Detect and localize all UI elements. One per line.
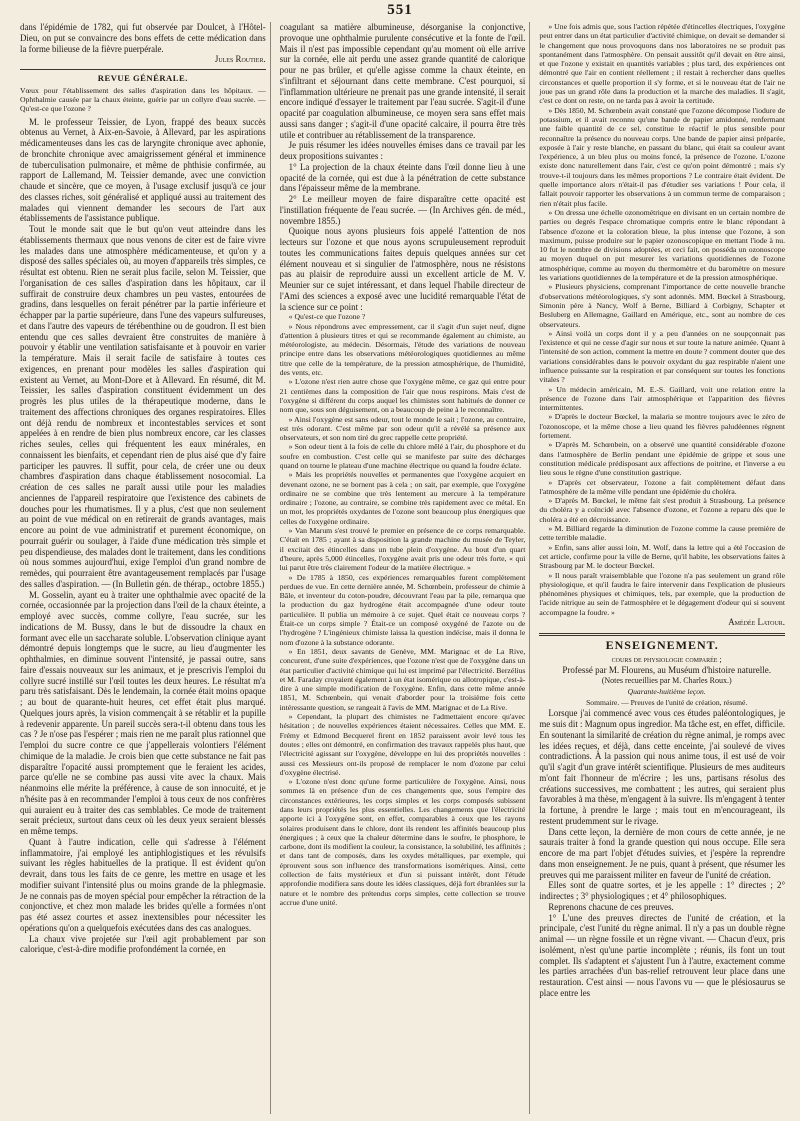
quote-paragraph: « Qu'est-ce que l'ozone ?: [288, 312, 366, 322]
section-title-enseignement: ENSEIGNEMENT.: [605, 637, 719, 652]
paragraph: Elles sont de quatre sortes, et je les appelle : 1° directes ; 2° indirectes ; 3° physiologiques ; et 4° philosophiques.: [539, 880, 786, 901]
course-title: cours de physiologie comparée ;: [611, 654, 722, 664]
quote-paragraph: » Une fois admis que, sous l'action répétée d'étincelles électriques, l'oxygène peut entrer dans un état particulier d'activité chimique, on devait se demander si le changement que nous provoquons dans nos laboratoires ne se produit pas spontanément dans l'atmosphère. On pensait aussitôt qu'il devait en être ainsi, et que l'ozone y existait en quantités variables ; plus tard, des expériences ont démontré que l'air en contient réellement ; il restait à rechercher dans quelles circonstances et quelle proportion il s'y forme, et si le nouveau état de l'air ne joue pas un grand rôle dans la production et la marche des maladies. Il s'agit, c'est ce dont on reste, on ne tarda pas à avoir la certitude.: [539, 22, 786, 106]
quote-paragraph: » On dressa une échelle ozonométrique en divisant en un certain nombre de parties ou degrés l'espace chromatique compris entre le blanc répondant à l'absence d'ozone et la coloration bleue, la plus intense que l'ozone, à son maximum, puisse produire sur le papier ozonoscopique en mettant l'iode à nu. 10 fut le nombre de divisions adoptées, et ceci fait, on posséda un ozonoscope au moyen duquel on put mesurer les variations quotidiennes de l'ozone atmosphérique, comme au moyen du thermomètre et du baromètre on mesure les variations quotidiennes de la température et de la pression atmosphérique.: [539, 207, 786, 283]
paragraph: Tout le monde sait que le but qu'on veut atteindre dans les établissements thermaux que nous venons de citer est de faire vivre les malades dans une atmosphère médicamenteuse, et qu'on y a disposé des salles spéciales où, au moyen d'appareils très simples, ce résultat est obtenu. Rien ne serait plus facile, selon M. Teissier, que l'organisation de ces salles d'aspiration dans les hôpitaux, car il suffirait de construire deux chambres un peu vastes, entourées de gradins, dans lesquelles on ferait pénétrer par la partie inférieure et échapper par la partie supérieure, dans l'une des vapeurs sulfureuses, et dans l'autre des vapeurs de térébenthine ou de goudron. Il est bien entendu que ces salles devraient être construites de manière à pouvoir y établir une ventilation satisfaisante et à pouvoir en varier la température. Mais il serait facile de satisfaire à toutes ces exigences, en prenant pour modèles les salles d'aspiration qui existent au Vernet, au Mont-Dore et à Allevard. En résumé, dit M. Teissier, les salles d'aspiration constituent évidemment un des progrès les plus utiles de la thérapeutique moderne, dans le traitement des affections chroniques des organes respiratoires. Elles ont déjà rendu de nombreux et incontestables services et sont appelées à en rendre de bien plus nombreux encore, car les classes riches seules, celles qui fréquentent les eaux minérales, en connaissent les bienfaits, et cependant rien de plus aisé que d'y faire participer les pauvres. Il suffit, pour cela, de créer une ou deux chambres d'aspiration dans chaque établissement nosocomial. La création de ces salles ne paraît aussi utile pour les maladies anciennes de l'appareil respiratoire que l'existence des cabinets de douches pour les rhumatismes. Il y a plus, c'est que non seulement au point de vue médical on en retirerait de grands avantages, mais encore au point de vue administratif et purement économique, on pourrait guérir ou soulager, à l'aide d'une médication très simple et peu dispendieuse, des malades dont le traitement, dans les conditions où nous sommes aujourd'hui, exige l'emploi d'un grand nombre de remèdes, qui pourraient être avantageusement remplacés par l'usage des salles d'aspiration. — (In Bulletin gén. de thérap., octobre 1855.): [20, 224, 266, 589]
ozone-quote-continued: [539, 22, 785, 617]
quote-paragraph: » L'ozone n'est rien autre chose que l'oxygène même, ce gaz qui entre pour 21 centièmes dans la composition de l'air que nous respirons. Mais c'est de l'oxygène si différent du corps auquel les chimistes sont habitués de donner ce nom que, sous son déguisement, on a beaucoup de peine à le reconnaître.: [279, 377, 526, 415]
quote-paragraph: » De 1785 à 1850, ces expériences remarquables furent complètement perdues de vue. En cette dernière année, M. Schœnbein, professeur de chimie à Bâle, et inventeur du coton-poudre, découvrant l'eau par la pile, remarqua que la production du gaz hydrogène était accompagnée d'une odeur toute particulière. Il publia un mémoire à ce sujet. Quel était ce nouveau corps ? Était-ce un corps simple ? Était-ce un composé oxygéné de l'azote ou de l'hydrogène ? L'ingénieux chimiste laissa la question indécise, mais il donna le nom d'ozone à la substance odorante.: [279, 572, 526, 647]
paragraph: M. le professeur Teissier, de Lyon, frappé des beaux succès obtenus au Vernet, à Aix-en-Savoie, à Allevard, par les aspirations médicamenteuses dans les cas de laryngite chronique avec aphonie, de bronchite chronique avec amaigrissement général et imminence de tuberculisation pulmonaire, et même de phthisie confirmée, au rapport de Lallemand, M. Teissier demande, avec une conviction chaude et sincère, que ce moyen, à l'usage exclusif jusqu'à ce jour des classes riches, soit généralisé et appliqué aussi au traitement des malades qui viennent demander les secours de l'art aux établissements de l'assistance publique.: [20, 116, 266, 224]
paragraph: 2° Le meilleur moyen de faire disparaître cette opacité est l'instillation fréquente de l'eau sucrée. — (In Archives gén. de méd., novembre 1855.): [279, 194, 526, 226]
quote-paragraph: » Nous répondrons avec empressement, car il s'agit d'un sujet neuf, digne d'attention à plusieurs titres et qui se recommande également au chimiste, au météorologiste, au médecin. Désormais, l'étude des variations de nouveau principe entre dans les observations météorologiques quotidiennes au même titre que celle de la température, de la pression atmosphérique, de l'humidité, des vents, etc.: [279, 321, 526, 378]
column-1: [20, 22, 271, 1114]
quote-paragraph: » D'après cet observateur, l'ozone a fait complètement défaut dans l'atmosphère de la même ville pendant une épidémie du choléra.: [539, 477, 786, 496]
column-2: [280, 22, 531, 1114]
intro-signature: Jules Routier.: [214, 54, 266, 65]
paragraph: 1° L'une des preuves directes de l'unité de création, et la principale, c'est l'unité du règne animal. Il n'y a pas un double règne animal — un règne fossile et un règne vivant. — Chacun d'eux, pris isolément, n'est qu'une partie incomplète ; réunis, ils font un tout complet. Ils s'adaptent et s'ajustent l'un à l'autre, exactement comme les parties arrachées d'un bas-relief retrouvent leur place dans une restauration. C'est ainsi — nous l'avons vu — que le plésiosaurus se place entre les: [539, 912, 786, 998]
quote-paragraph: » D'après M. Bœckel, le même fait s'est produit à Strasbourg. La présence du choléra y a coïncidé avec l'absence d'ozone, et l'ozone a reparu dès que le choléra a été en décroissance.: [539, 496, 786, 524]
quote-paragraph: » Enfin, sans aller aussi loin, M. Wolf, dans la lettre qui a été l'occasion de cet article, confirme pour la ville de Berne, qu'il habite, les observations faites à Strasbourg par M. le docteur Bœckel.: [539, 542, 786, 571]
paragraph: Lorsque j'ai commencé avec vous ces études paléontologiques, je me suis dit : Magnum opus ingredior. Ma tâche est, en effet, difficile. En soutenant la similarité de création du règne animal, je romps avec les idées reçues, et déjà, dans cette enceinte, j'ai soulevé de vives contradictions. À la passion qui nous anime tous, il est usé de voir qu'il s'agit d'un grave intérêt scientifique. Plusieurs de mes auditeurs m'ont fait l'honneur de m'écrire ; les uns, partisans résolus des créations successives, me combattent ; les autres, qui seraient plus favorables à ma thèse, m'engagent à la suivre. Ils m'engagent à tenter la fortune, à prendre le large ; mais tout en m'encourageant, ils restent prudemment sur le rivage.: [539, 708, 786, 826]
paragraph: Quant à l'autre indication, celle qui s'adresse à l'élément inflammatoire, j'ai employé les antiphlogistiques et les révulsifs suivant les règles habituelles de la pratique. Il est évident qu'on devrait, dans tous les faits de ce genre, les mettre en usage et les modifier suivant l'intensité plus ou moins grande de la phlegmasie. Je ne connais pas de moyen spécial pour empêcher la rétraction de la conjonctive, et chez mon malade les brides qu'elle a formées n'ont pas été assez courtes et assez inextensibles pour nécessiter les opérations qu'on a quelquefois exécutées dans des cas analogues.: [20, 836, 266, 933]
quote-paragraph: » D'après le docteur Bœckel, la malaria se montre toujours avec le zéro de l'ozonoscope, et la même chose a lieu quand les fièvres paludéennes règnent fortement.: [539, 412, 786, 441]
paragraph: 1° La projection de la chaux éteinte dans l'œil donne lieu à une opacité de la cornée, qui est due à la pénétration de cette substance dans l'épaisseur même de la membrane.: [279, 161, 526, 194]
quote-paragraph: » M. Billiard regarde la diminution de l'ozone comme la cause première de cette terrible maladie.: [539, 524, 786, 543]
quote-paragraph: » Il nous paraît vraisemblable que l'ozone n'a pas seulement un grand rôle physiologique, et qu'il faudra le faire intervenir dans l'explication de plusieurs phénomènes physiques et chimiques, tels, par exemple, que la production de l'acide nitrique au sein de l'atmosphère et le dégagement d'odeur qui si souvent accompagne la foudre. »: [539, 570, 786, 617]
paragraph: coagulant sa matière albumineuse, désorganise la conjonctive, provoque une ophthalmie purulente consécutive et la fonte de l'œil. Mais il n'est pas impossible cependant qu'au moment où elle arrive sur la cornée, elle ait perdu une assez grande quantité de calorique pour ne pas brûler, et qu'elle agisse comme la chaux éteinte, en s'infiltrant et séjournant dans cette membrane. C'est pourquoi, si l'inflammation ultérieure ne prenait pas une grande intensité, il serait encore indiqué d'essayer le traitement par l'eau sucrée. S'agit-il d'une opacité par coagulation albumineuse, ce moyen sera sans effet mais aussi sans danger ; s'agit-il d'une opacité calcaire, il pourra être très utile et contribuer au rétablissement de la transparence.: [279, 22, 526, 140]
quote-signature: Amédée Latour.: [728, 617, 786, 627]
paragraph: Dans cette leçon, la dernière de mon cours de cette année, je ne saurais traiter à fond la grande question qui nous occupe. Elle sera encore de ma part l'objet d'études suivies, et j'espère la reprendre dans mon enseignement. Je ne puis, quant à présent, que résumer les preuves qui me paraissent militer en faveur de l'unité de création.: [539, 826, 786, 880]
ozone-quote: [280, 312, 526, 907]
quote-paragraph: » Cependant, la plupart des chimistes ne l'admettaient encore qu'avec hésitation ; de nouvelles expériences étaient nécessaires. Celles que MM. E. Frémy et Edmond Becquerel firent en 1852 paraissent avoir levé tous les doutes ; elles ont démontré, en confirmation des travaux rappelés plus haut, que l'électricité agissant sur l'oxygène, développe en lui des propriétés nouvelles : aussi ces Messieurs ont-ils proposé de remplacer le nom d'ozone par celui d'oxygène électrisé.: [279, 712, 526, 777]
column-3: [539, 22, 785, 1114]
lesson-summary: Sommaire. — Preuves de l'unité de création, résumé.: [586, 697, 748, 707]
course-note: (Notes recueillies par M. Charles Roux.): [601, 676, 732, 685]
newspaper-columns: [20, 22, 785, 1114]
quote-paragraph: » Son odeur tient à la fois de celle du chlore mêlé à l'air, du phosphore et du soufre en combustion. C'est celle qui se manifeste par suite des décharges quand on tourne le plateau d'une machine électrique ou quand la foudre éclate.: [279, 442, 526, 470]
quote-paragraph: » D'après M. Schœnbein, on a observé une quantité considérable d'ozone dans l'atmosphère de Berlin pendant une épidémie de grippe et sous une constitution médicale prédisposant aux affections de poitrine, et l'inverse a eu lieu sous le règne d'une constitution gastrique.: [539, 440, 786, 478]
paragraph: Quoique nous ayons plusieurs fois appelé l'attention de nos lecteurs sur l'ozone et que nous ayons scrupuleusement reproduit toutes les communications faites depuis quelques années sur cet élément nouveau et si singulier de l'atmosphère, nous ne résistons pas au plaisir de reproduire aussi un excellent article de M. V. Meunier sur ce sujet intéressant, et dans lequel l'habile directeur de l'Ami des sciences a exposé avec une lucidité remarquable l'état de la science sur ce point :: [279, 226, 526, 312]
paragraph: Reprenons chacune de ces preuves.: [548, 901, 674, 912]
page-number: 551: [387, 2, 413, 18]
paragraph: M. Gosselin, ayant eu à traiter une ophthalmie avec opacité de la cornée, occasionnée par la projection dans l'œil de la chaux éteinte, a employé avec succès, comme collyre, l'eau sucrée, sur les indications de M. Bussy, dans le but de dissoudre la chaux en formant avec elle un saccharate soluble. L'observation clinique ayant démontré depuis longtemps que le sucre, au lieu d'augmenter les ophthalmies, en diminue souvent l'intensité, je passai outre, sans faire d'essais nouveaux sur les animaux, et je prescrivis l'emploi du collyre sucré instillé sur l'œil toutes les deux heures. Le résultat m'a paru très satisfaisant. Dès le lendemain, la cornée était moins opaque ; au bout de quarante-huit heures, cet effet était plus marqué. Quelques jours après, la vision commençait à se rétablir et la pupille à redevenir apparente. Un pareil succès sera-t-il obtenu dans tous les cas ? Je n'ose pas l'espérer ; mais rien ne me paraît plus rationnel que l'emploi du sucre contre ce que j'appellerais volontiers l'élément chimique de la maladie. Je crois bien que cette substance ne fait pas disparaître l'opacité aussi promptement que le feraient les acides, parce qu'elle ne se combine pas aussi vite avec la chaux. Mais néanmoins elle mérite la préférence, à cause de son innocuité, et je n'hésite pas à en recommander l'emploi à tous ceux de nos confrères qui auraient eu à traiter des cas semblables. Ce mode de traitement serait précieux, surtout dans ceux où les deux yeux seraient blessés en même temps.: [20, 589, 266, 837]
quote-paragraph: » Ainsi l'oxygène est sans odeur, tout le monde le sait ; l'ozone, au contraire, est très odorant. C'est même par son odeur qu'il a révélé sa présence aux observateurs, et son nom tiré du grec rappelle cette propriété.: [279, 414, 526, 443]
divider: [539, 633, 785, 636]
quote-paragraph: » L'ozone n'est donc qu'une forme particulière de l'oxygène. Ainsi, nous sommes là en présence d'un de ces changements que, sous l'empire des circonstances extérieures, les corps simples et les corps composés subissent dans leurs propriétés les plus essentielles. Les changements que l'électricité apporte ici à l'oxygène sont, en effet, comparables à ceux que les rayons solaires produisent dans le chlore, dont ils rendent les affinités beaucoup plus énergiques ; à ceux que la chaleur détermine dans le soufre, le phosphore, le carbone, dont ils modifient la couleur, la consistance, la solubilité, les affinités ; et dans tant de composés, dans les oxydes métalliques, par exemple, qui éprouvent sous son influence des transformations isomériques. Ainsi, cette collection de faits mystérieux et d'un si puissant intérêt, dont l'étude approfondie modifiera sans doute les idées classiques, déjà fort ébranlées sur la nature et le nombre des prétendus corps simples, cette collection se trouve accrue d'une unité.: [279, 777, 526, 907]
intro-paragraph: dans l'épidémie de 1782, qui fut observée par Doulcet, à l'Hôtel-Dieu, on put se convaincre des bons effets de cette médication dans la forme bilieuse de la fièvre puerpérale.: [20, 22, 266, 54]
quote-paragraph: » En 1851, deux savants de Genève, MM. Marignac et de La Rive, concurent, d'une suite d'expériences, que l'ozone n'est que de l'oxygène dans un état particulier d'activité chimique qui lui est imprimé par l'électricité. Berzélius et M. Faraday croyaient également à un état isomérique ou allotropique, c'est-à-dire à une simple modification de l'oxygène. Enfin, dans cette même année 1851, M. Schœnbein, qui venait d'aborder pour la troisième fois cette intéressante question, se rangeait à l'avis de MM. Marignac et de La Rive.: [279, 646, 526, 712]
course-professor: Professé par M. Flourens, au Muséum d'histoire naturelle.: [562, 665, 771, 676]
divider: [20, 69, 266, 70]
paragraph: La chaux vive projetée sur l'œil agit probablement par son calorique, c'est-à-dire modifie profondément la cornée, en: [20, 933, 266, 955]
quote-paragraph: » Un médecin américain, M. E.-S. Gaillard, voit une relation entre la présence de l'ozone dans l'air atmosphérique et l'apparition des fièvres intermittentes.: [539, 384, 786, 413]
quote-paragraph: » Mais les propriétés nouvelles et permanentes que l'oxygène acquiert en devenant ozone, ne se bornent pas à cela ; on sait, par exemple, que l'oxygène ordinaire ne se combine que très lentement au mercure à la température ordinaire ; l'ozone, au contraire, se combine très rapidement avec ce métal. En un mot, les propriétés oxydantes de l'ozone sont beaucoup plus énergiques que celles de l'oxygène ordinaire.: [279, 470, 526, 526]
lesson-number: Quarante-huitième leçon.: [627, 686, 706, 696]
section-summary: Vœux pour l'établissement des salles d'aspiration dans les hôpitaux. — Ophthalmie causée par la chaux éteinte, guérie par un collyre d'eau sucrée. — Qu'est-ce que l'ozone ?: [20, 85, 266, 114]
section-title-revue: REVUE GÉNÉRALE.: [97, 73, 188, 83]
paragraph: Je puis résumer les idées nouvelles émises dans ce travail par les deux propositions suivantes :: [279, 140, 526, 161]
quote-paragraph: » Van Marum s'est trouvé le premier en présence de ce corps remarquable. C'était en 1785 ; ayant à sa disposition la grande machine du musée de Teyler, il excitait des étincelles dans un tube plein d'oxygène. Au bout d'un quart d'heure, après 5,000 étincelles, l'oxygène avait pris une odeur très forte, « qui lui parut être très clairement l'odeur de la matière électrique. »: [279, 526, 526, 573]
quote-paragraph: » Ainsi voilà un corps dont il y a peu d'années on ne soupçonnait pas l'existence et qui ne cesse d'agir sur nous et sur toute la nature animée. Quant à l'intensité de son action, comment la mettre en doute ? comment douter que des variations considérables dans le pouvoir oxydant du gaz respirable n'aient une influence puissante sur la respiration et par conséquent sur toutes les fonctions vitales ?: [539, 328, 786, 385]
quote-paragraph: » Plusieurs physiciens, comprenant l'importance de cette nouvelle branche d'observations météorologiques, s'y sont adonnés. MM. Bœckel à Strasbourg, Simonin père à Nancy, Wolf à Berne, Billiard à Corbigny, Schapter et Besluberg en Allemagne, Gaillard en Amérique, etc., sont au nombre de ces observateurs.: [539, 282, 786, 329]
quote-paragraph: » Dès 1850, M. Schœnbein avait constaté que l'ozone décompose l'iodure de potassium, et il avait reconnu qu'une bande de papier amidonné, renfermant une faible quantité de ce sel, constitue le réactif le plus sensible pour reconnaître la présence du nouveau corps. Une bande de papier ainsi préparée, exposée à l'air y reste blanche, en passant du blanc, qui était sa couleur avant l'expérience, à un bleu plus ou moins foncé, la présence de l'ozone. L'ozone existe donc naturellement dans l'air, c'est ce qu'on point démontré ; mais s'y trouve-t-il toujours dans les mêmes proportions ? Le contraire était évident. De quelle importance alors n'était-il pas d'étudier ses variations ! Pour cela, il fallait pouvoir rapporter les observations à un commun terme de comparaison ; rien n'était plus facile.: [539, 105, 786, 208]
